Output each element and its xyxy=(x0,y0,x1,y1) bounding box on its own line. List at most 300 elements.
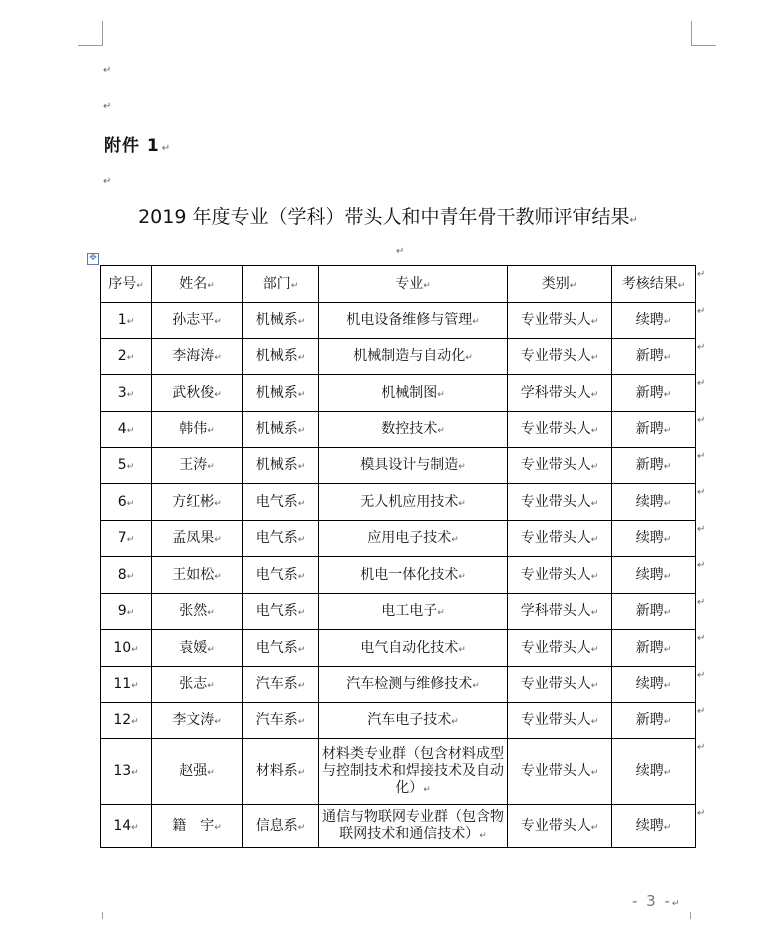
cell-text: 机械系 xyxy=(255,457,298,474)
cell-dept xyxy=(243,630,319,667)
cell-text: 应用电子技术 xyxy=(367,530,452,547)
cell-text: 电气系 xyxy=(255,639,298,656)
cell-seq xyxy=(101,805,152,848)
cell-text: 武秋俊 xyxy=(172,384,215,401)
end-of-row-mark: ↵ xyxy=(697,415,706,426)
end-of-cell-mark: ↵ xyxy=(126,462,135,473)
end-of-cell-mark: ↵ xyxy=(590,462,599,473)
end-of-cell-mark: ↵ xyxy=(297,822,306,833)
cell-major xyxy=(319,557,508,594)
cell-major xyxy=(319,739,508,805)
crop-mark-top-right xyxy=(691,21,716,46)
cell-text: 12 xyxy=(113,712,132,729)
end-of-cell-mark: ↵ xyxy=(590,389,599,400)
cell-text: 11 xyxy=(113,676,132,693)
paragraph-mark: ↵ xyxy=(103,176,112,187)
end-of-cell-mark: ↵ xyxy=(207,768,215,779)
end-of-cell-mark: ↵ xyxy=(677,280,686,291)
cell-dept xyxy=(243,703,319,739)
cell-result xyxy=(612,630,696,667)
cell-category xyxy=(508,412,612,448)
cell-text: 续聘 xyxy=(635,530,664,547)
cell-text: 3 xyxy=(117,384,127,401)
end-of-row-mark: ↵ xyxy=(697,269,706,280)
end-of-row-mark: ↵ xyxy=(697,487,706,498)
table-row xyxy=(101,484,696,521)
table-row xyxy=(101,630,696,667)
end-of-cell-mark: ↵ xyxy=(214,353,222,364)
end-of-cell-mark: ↵ xyxy=(290,280,299,291)
end-of-cell-mark: ↵ xyxy=(590,681,599,692)
cell-text: 电气系 xyxy=(255,603,298,620)
paragraph-mark: ↵ xyxy=(161,143,172,154)
cell-result xyxy=(612,557,696,594)
cell-name xyxy=(152,594,243,630)
cell-result xyxy=(612,703,696,739)
cell-text: 信息系 xyxy=(255,817,298,834)
cell-text: 材料系 xyxy=(255,763,298,780)
cell-text: 6 xyxy=(117,493,127,510)
end-of-cell-mark: ↵ xyxy=(126,389,135,400)
cell-text: 汽车电子技术 xyxy=(367,712,452,729)
cell-text: 无人机应用技术 xyxy=(360,493,459,510)
end-of-cell-mark: ↵ xyxy=(590,608,599,619)
table-row xyxy=(101,412,696,448)
cell-text: 机电一体化技术 xyxy=(360,566,459,583)
end-of-cell-mark: ↵ xyxy=(479,831,487,841)
cell-major xyxy=(319,667,508,703)
cell-seq xyxy=(101,739,152,805)
paragraph-mark: ↵ xyxy=(629,215,638,226)
end-of-cell-mark: ↵ xyxy=(214,389,222,400)
cell-text: 张志 xyxy=(179,676,208,693)
cell-text: 5 xyxy=(117,457,127,474)
cell-dept xyxy=(243,303,319,339)
end-of-cell-mark: ↵ xyxy=(126,353,135,364)
end-of-cell-mark: ↵ xyxy=(663,498,672,509)
cell-category xyxy=(508,667,612,703)
table-row xyxy=(101,739,696,805)
end-of-cell-mark: ↵ xyxy=(472,317,480,328)
cell-major xyxy=(319,521,508,557)
cell-text: 新聘 xyxy=(635,457,664,474)
table-row xyxy=(101,448,696,484)
end-of-cell-mark: ↵ xyxy=(458,462,466,473)
end-of-row-mark: ↵ xyxy=(697,633,706,644)
end-of-cell-mark: ↵ xyxy=(663,768,672,779)
cell-text: 专业带头人 xyxy=(520,676,591,693)
end-of-cell-mark: ↵ xyxy=(663,608,672,619)
cell-text: 汽车系 xyxy=(255,712,298,729)
cell-text: 专业带头人 xyxy=(520,530,591,547)
cell-result xyxy=(612,739,696,805)
header-cell-category xyxy=(508,266,612,303)
end-of-cell-mark: ↵ xyxy=(569,280,578,291)
end-of-cell-mark: ↵ xyxy=(297,608,306,619)
cell-name xyxy=(152,667,243,703)
cell-text: 8 xyxy=(117,566,127,583)
end-of-cell-mark: ↵ xyxy=(423,784,431,795)
cell-text: 材料类专业群（包含材料成型与控制技术和焊接技术及自动化） xyxy=(322,746,504,796)
table-row xyxy=(101,521,696,557)
end-of-cell-mark: ↵ xyxy=(297,644,306,655)
cell-dept xyxy=(243,448,319,484)
cell-text: 10 xyxy=(113,639,132,656)
header-cell-seq xyxy=(101,266,152,303)
end-of-cell-mark: ↵ xyxy=(663,822,672,833)
end-of-cell-mark: ↵ xyxy=(207,426,215,437)
cell-text: 汽车系 xyxy=(255,676,298,693)
end-of-cell-mark: ↵ xyxy=(214,571,222,582)
end-of-row-mark: ↵ xyxy=(697,451,706,462)
cell-text: 数控技术 xyxy=(381,421,438,438)
cell-result xyxy=(612,448,696,484)
end-of-cell-mark: ↵ xyxy=(590,498,599,509)
cell-category xyxy=(508,703,612,739)
end-of-cell-mark: ↵ xyxy=(297,317,306,328)
cell-text: 机械系 xyxy=(255,348,298,365)
cell-seq xyxy=(101,630,152,667)
cell-text: 电气系 xyxy=(255,493,298,510)
cell-name xyxy=(152,805,243,848)
cell-text: 通信与物联网专业群（包含物联网技术和通信技术） xyxy=(322,809,504,842)
cell-major xyxy=(319,339,508,375)
end-of-cell-mark: ↵ xyxy=(458,498,466,509)
end-of-cell-mark: ↵ xyxy=(590,822,599,833)
cell-category xyxy=(508,375,612,412)
cell-result xyxy=(612,339,696,375)
end-of-cell-mark: ↵ xyxy=(207,608,215,619)
attachment-label-text: 附件 1 xyxy=(104,136,160,156)
table-row xyxy=(101,805,696,848)
end-of-cell-mark: ↵ xyxy=(131,822,139,833)
end-of-cell-mark: ↵ xyxy=(590,644,599,655)
end-of-cell-mark: ↵ xyxy=(590,353,599,364)
cell-text: 电气系 xyxy=(255,530,298,547)
cell-text: 汽车检测与维修技术 xyxy=(346,676,473,693)
crop-mark-top-left xyxy=(78,21,103,46)
end-of-cell-mark: ↵ xyxy=(214,822,222,833)
document-title-text: 2019 年度专业（学科）带头人和中青年骨干教师评审结果 xyxy=(138,206,630,228)
end-of-cell-mark: ↵ xyxy=(458,644,466,655)
cell-text: 机电设备维修与管理 xyxy=(346,312,473,329)
end-of-cell-mark: ↵ xyxy=(131,768,139,779)
cell-category xyxy=(508,521,612,557)
cell-category xyxy=(508,739,612,805)
end-of-cell-mark: ↵ xyxy=(663,681,672,692)
cell-result xyxy=(612,412,696,448)
cell-text: 专业带头人 xyxy=(520,493,591,510)
end-of-cell-mark: ↵ xyxy=(297,462,306,473)
cell-name xyxy=(152,484,243,521)
end-of-cell-mark: ↵ xyxy=(297,681,306,692)
cell-text: 续聘 xyxy=(635,763,664,780)
end-of-row-mark: ↵ xyxy=(697,742,706,753)
cell-text: 机械制造与自动化 xyxy=(353,348,466,365)
cell-name xyxy=(152,739,243,805)
end-of-cell-mark: ↵ xyxy=(663,644,672,655)
cell-seq xyxy=(101,703,152,739)
paragraph-mark: ↵ xyxy=(103,101,112,112)
cell-dept xyxy=(243,739,319,805)
cell-text: 王涛 xyxy=(179,457,208,474)
table-row xyxy=(101,375,696,412)
cell-text: 新聘 xyxy=(635,348,664,365)
cell-text: 新聘 xyxy=(635,712,664,729)
cell-name xyxy=(152,557,243,594)
end-of-cell-mark: ↵ xyxy=(590,717,599,728)
end-of-cell-mark: ↵ xyxy=(297,717,306,728)
cell-seq xyxy=(101,521,152,557)
end-of-cell-mark: ↵ xyxy=(663,317,672,328)
crop-mark-bottom-right xyxy=(690,912,691,919)
cell-name xyxy=(152,630,243,667)
cell-seq xyxy=(101,448,152,484)
cell-text: 模具设计与制造 xyxy=(360,457,459,474)
end-of-row-mark: ↵ xyxy=(697,808,706,819)
end-of-cell-mark: ↵ xyxy=(207,681,215,692)
end-of-cell-mark: ↵ xyxy=(136,280,144,291)
end-of-row-mark: ↵ xyxy=(697,560,706,571)
end-of-cell-mark: ↵ xyxy=(131,717,139,728)
paragraph-mark: ↵ xyxy=(671,899,682,909)
cell-text: 电气自动化技术 xyxy=(360,639,459,656)
cell-seq xyxy=(101,594,152,630)
cell-major xyxy=(319,594,508,630)
cell-category xyxy=(508,630,612,667)
cell-dept xyxy=(243,339,319,375)
cell-major xyxy=(319,484,508,521)
cell-text: 序号 xyxy=(108,275,137,292)
cell-seq xyxy=(101,375,152,412)
cell-dept xyxy=(243,667,319,703)
crop-mark-bottom-left xyxy=(102,912,103,919)
cell-result xyxy=(612,375,696,412)
end-of-cell-mark: ↵ xyxy=(126,498,135,509)
end-of-cell-mark: ↵ xyxy=(131,644,139,655)
cell-result xyxy=(612,805,696,848)
end-of-cell-mark: ↵ xyxy=(297,389,306,400)
end-of-cell-mark: ↵ xyxy=(663,353,672,364)
cell-seq xyxy=(101,412,152,448)
end-of-row-mark: ↵ xyxy=(697,597,706,608)
end-of-cell-mark: ↵ xyxy=(590,426,599,437)
table-row xyxy=(101,594,696,630)
cell-name xyxy=(152,703,243,739)
cell-text: 李文涛 xyxy=(172,712,215,729)
cell-name xyxy=(152,521,243,557)
cell-text: 孟凤果 xyxy=(172,530,215,547)
table-header-row xyxy=(101,266,696,303)
cell-text: 续聘 xyxy=(635,676,664,693)
end-of-cell-mark: ↵ xyxy=(297,353,306,364)
cell-dept xyxy=(243,594,319,630)
cell-major xyxy=(319,805,508,848)
header-cell-major xyxy=(319,266,508,303)
end-of-cell-mark: ↵ xyxy=(663,462,672,473)
cell-text: 专业带头人 xyxy=(520,639,591,656)
end-of-cell-mark: ↵ xyxy=(126,317,135,328)
cell-text: 新聘 xyxy=(635,384,664,401)
end-of-cell-mark: ↵ xyxy=(214,717,222,728)
table-row xyxy=(101,557,696,594)
end-of-row-mark: ↵ xyxy=(697,670,706,681)
end-of-cell-mark: ↵ xyxy=(207,462,215,473)
end-of-row-mark: ↵ xyxy=(697,306,706,317)
cell-text: 续聘 xyxy=(635,312,664,329)
cell-result xyxy=(612,667,696,703)
header-cell-name xyxy=(152,266,243,303)
cell-text: 续聘 xyxy=(635,493,664,510)
end-of-cell-mark: ↵ xyxy=(423,280,431,291)
end-of-cell-mark: ↵ xyxy=(437,389,445,400)
cell-dept xyxy=(243,375,319,412)
end-of-cell-mark: ↵ xyxy=(297,768,306,779)
cell-text: 赵强 xyxy=(179,763,208,780)
cell-seq xyxy=(101,667,152,703)
cell-text: 专业带头人 xyxy=(520,763,591,780)
cell-text: 电气系 xyxy=(255,566,298,583)
cell-text: 机械制图 xyxy=(381,384,438,401)
cell-text: 2 xyxy=(117,348,127,365)
end-of-cell-mark: ↵ xyxy=(465,353,473,364)
cell-text: 袁媛 xyxy=(179,639,208,656)
end-of-cell-mark: ↵ xyxy=(207,280,215,291)
cell-text: 专业带头人 xyxy=(520,712,591,729)
end-of-cell-mark: ↵ xyxy=(590,768,599,779)
end-of-cell-mark: ↵ xyxy=(297,571,306,582)
cell-text: 新聘 xyxy=(635,639,664,656)
end-of-cell-mark: ↵ xyxy=(297,535,306,546)
end-of-row-mark: ↵ xyxy=(697,706,706,717)
cell-text: 机械系 xyxy=(255,384,298,401)
cell-name xyxy=(152,339,243,375)
cell-result xyxy=(612,594,696,630)
cell-seq xyxy=(101,339,152,375)
cell-result xyxy=(612,303,696,339)
end-of-cell-mark: ↵ xyxy=(297,498,306,509)
cell-text: 姓名 xyxy=(179,275,208,292)
cell-category xyxy=(508,339,612,375)
header-cell-dept xyxy=(243,266,319,303)
end-of-cell-mark: ↵ xyxy=(590,535,599,546)
cell-dept xyxy=(243,484,319,521)
cell-major xyxy=(319,303,508,339)
end-of-row-mark: ↵ xyxy=(697,342,706,353)
paragraph-mark: ↵ xyxy=(396,246,405,257)
end-of-cell-mark: ↵ xyxy=(451,535,459,546)
cell-seq xyxy=(101,484,152,521)
cell-name xyxy=(152,448,243,484)
cell-category xyxy=(508,594,612,630)
cell-major xyxy=(319,630,508,667)
cell-text: 14 xyxy=(113,817,132,834)
cell-text: 专业带头人 xyxy=(520,421,591,438)
end-of-cell-mark: ↵ xyxy=(214,317,222,328)
end-of-row-mark: ↵ xyxy=(697,378,706,389)
end-of-cell-mark: ↵ xyxy=(663,426,672,437)
cell-name xyxy=(152,303,243,339)
end-of-cell-mark: ↵ xyxy=(131,681,139,692)
cell-category xyxy=(508,805,612,848)
cell-dept xyxy=(243,521,319,557)
cell-major xyxy=(319,412,508,448)
paragraph-mark: ↵ xyxy=(103,65,112,76)
cell-text: 机械系 xyxy=(255,421,298,438)
cell-text: 9 xyxy=(117,603,127,620)
cell-dept xyxy=(243,805,319,848)
cell-text: 电工电子 xyxy=(381,603,438,620)
cell-text: 机械系 xyxy=(255,312,298,329)
cell-text: 考核结果 xyxy=(621,275,678,292)
cell-text: 专业带头人 xyxy=(520,566,591,583)
cell-text: 新聘 xyxy=(635,603,664,620)
cell-text: 方红彬 xyxy=(172,493,215,510)
cell-text: 4 xyxy=(117,421,127,438)
table-row xyxy=(101,339,696,375)
end-of-cell-mark: ↵ xyxy=(663,571,672,582)
end-of-cell-mark: ↵ xyxy=(297,426,306,437)
end-of-cell-mark: ↵ xyxy=(126,426,135,437)
cell-text: 专业 xyxy=(395,275,424,292)
end-of-cell-mark: ↵ xyxy=(590,571,599,582)
cell-text: 籍 宇 xyxy=(172,817,215,834)
cell-major xyxy=(319,375,508,412)
end-of-cell-mark: ↵ xyxy=(451,717,459,728)
end-of-cell-mark: ↵ xyxy=(663,535,672,546)
end-of-cell-mark: ↵ xyxy=(214,535,222,546)
attachment-label xyxy=(104,131,171,156)
cell-text: 1 xyxy=(117,312,127,329)
cell-seq xyxy=(101,557,152,594)
header-cell-result xyxy=(612,266,696,303)
end-of-cell-mark: ↵ xyxy=(663,389,672,400)
cell-text: 李海涛 xyxy=(172,348,215,365)
cell-category xyxy=(508,557,612,594)
cell-category xyxy=(508,484,612,521)
cell-seq xyxy=(101,303,152,339)
cell-category xyxy=(508,303,612,339)
table-row xyxy=(101,703,696,739)
cell-major xyxy=(319,703,508,739)
end-of-cell-mark: ↵ xyxy=(126,571,135,582)
page-number xyxy=(632,892,681,910)
cell-category xyxy=(508,448,612,484)
table-move-handle-icon[interactable]: ✥ xyxy=(87,253,99,265)
cell-text: 13 xyxy=(113,763,132,780)
cell-result xyxy=(612,484,696,521)
cell-dept xyxy=(243,412,319,448)
cell-text: 学科带头人 xyxy=(520,603,591,620)
end-of-cell-mark: ↵ xyxy=(214,498,222,509)
cell-text: 7 xyxy=(117,530,127,547)
results-table xyxy=(100,265,696,848)
cell-text: 专业带头人 xyxy=(520,817,591,834)
end-of-cell-mark: ↵ xyxy=(663,717,672,728)
end-of-cell-mark: ↵ xyxy=(472,681,480,692)
cell-text: 专业带头人 xyxy=(520,312,591,329)
cell-name xyxy=(152,375,243,412)
cell-text: 孙志平 xyxy=(172,312,215,329)
cell-text: 新聘 xyxy=(635,421,664,438)
page-number-text: - 3 - xyxy=(632,892,672,910)
cell-text: 学科带头人 xyxy=(520,384,591,401)
end-of-cell-mark: ↵ xyxy=(126,535,135,546)
end-of-row-mark: ↵ xyxy=(697,524,706,535)
cell-text: 韩伟 xyxy=(179,421,208,438)
cell-text: 专业带头人 xyxy=(520,457,591,474)
table-row xyxy=(101,303,696,339)
